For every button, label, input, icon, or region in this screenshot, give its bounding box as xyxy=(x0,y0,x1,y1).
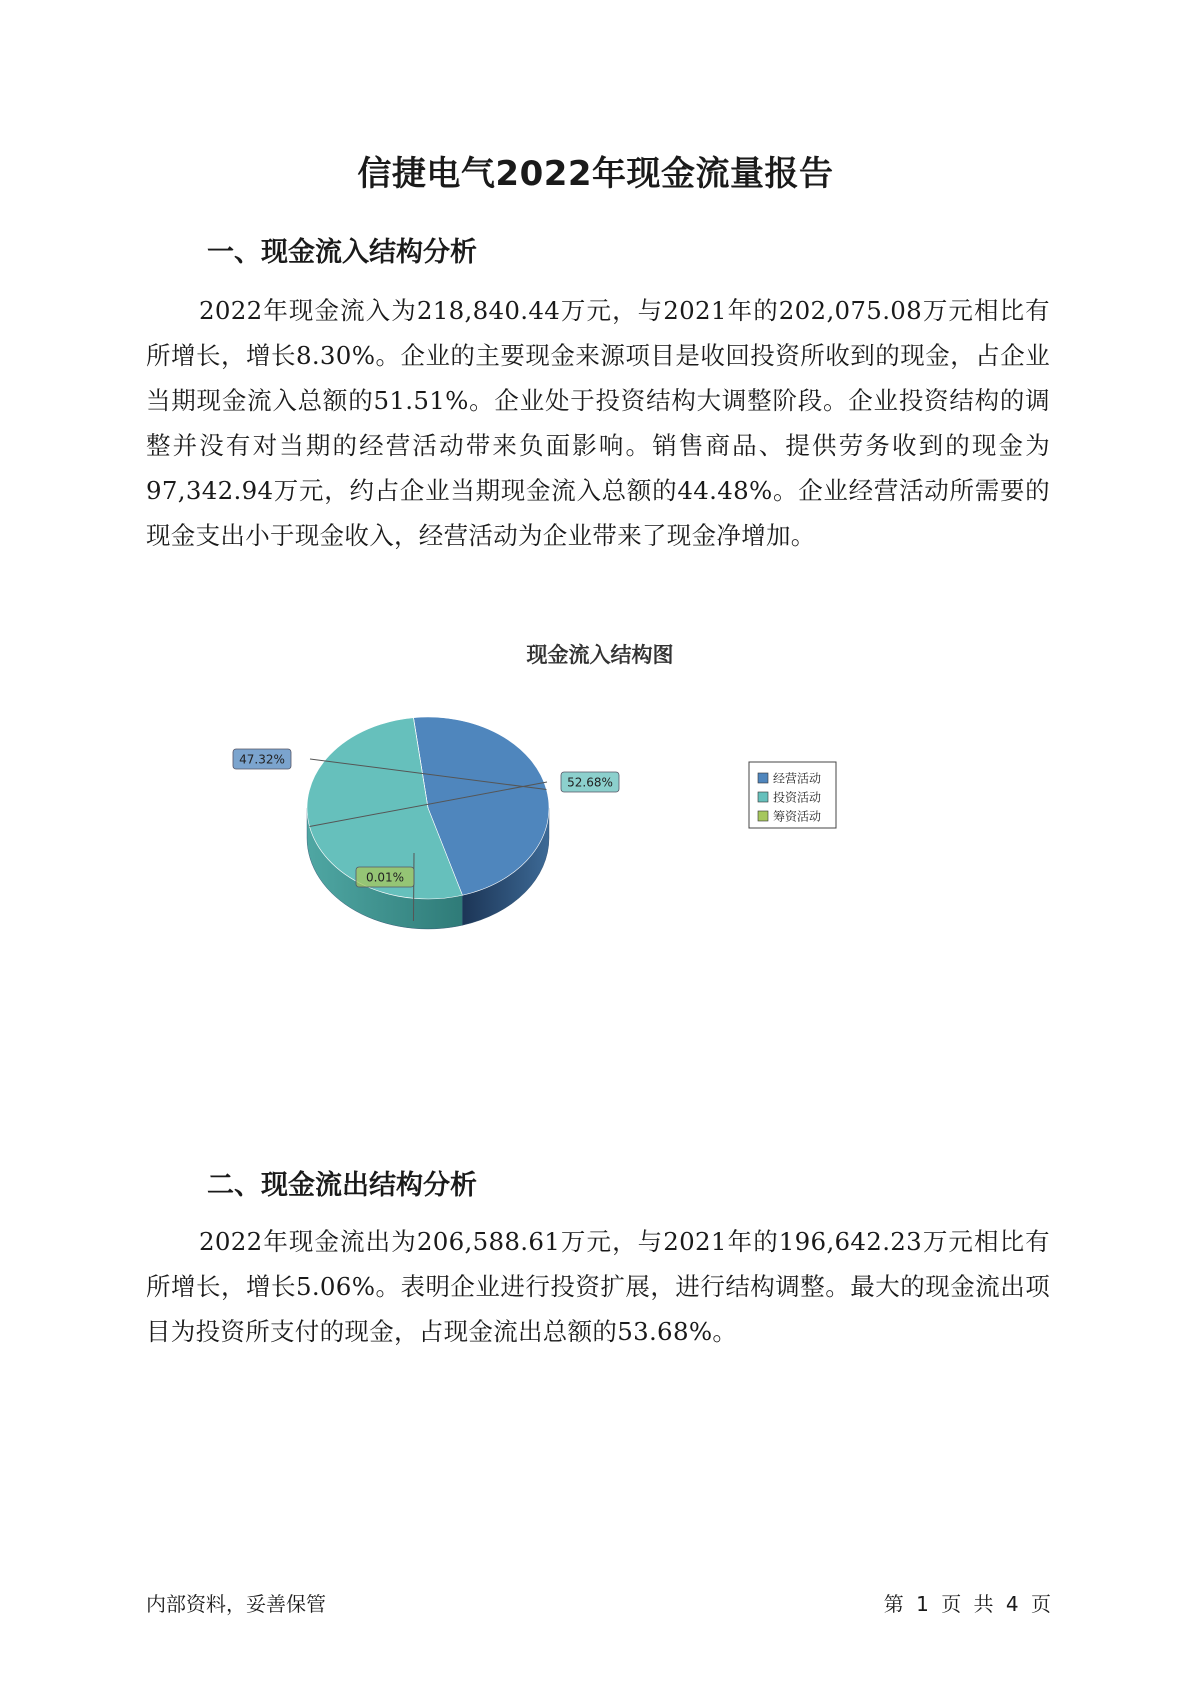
legend-swatch-投资活动 xyxy=(758,792,768,802)
legend-label-投资活动: 投资活动 xyxy=(773,790,822,805)
chart-title: 现金流入结构图 xyxy=(526,643,674,667)
section-2-paragraph: 2022年现金流出为206,588.61万元，与2021年的196,642.23万元相比有所增长，增长5.06%。表明企业进行投资扩展，进行结构调整。最大的现金流出项目为投资所支付的现金，占现金流出总额的53.68%。 xyxy=(146,1227,1050,1346)
section-1-heading: 一、现金流入结构分析 xyxy=(207,237,477,268)
footer-page-number: 第 1 页 共 4 页 xyxy=(883,1592,1051,1616)
legend-label-经营活动: 经营活动 xyxy=(773,771,822,786)
data-label-经营活动: 47.32% xyxy=(239,752,285,767)
section-2-heading: 二、现金流出结构分析 xyxy=(207,1170,477,1201)
report-title: 信捷电气2022年现金流量报告 xyxy=(357,154,834,194)
legend-swatch-经营活动 xyxy=(758,773,768,783)
section-1-paragraph: 2022年现金流入为218,840.44万元，与2021年的202,075.08万元相比有所增长，增长8.30%。企业的主要现金来源项目是收回投资所收到的现金，占企业当期现金流入总额的51.51%。企业处于投资结构大调整阶段。企业投资结构的调整并没有对当期的经营活动带来负面影响。销售商品、提供劳务收到的现金为97,342.94万元，约占企业当期现金流入总额的44.48%。企业经营活动所需要的现金支出小于现金收入，经营活动为企业带来了现金净增加。 xyxy=(146,296,1050,550)
legend-swatch-筹资活动 xyxy=(758,811,768,821)
data-label-筹资活动: 0.01% xyxy=(365,870,405,885)
cash-inflow-pie-chart xyxy=(0,630,1191,960)
label-leader-筹资活动 xyxy=(413,853,414,921)
legend-label-筹资活动: 筹资活动 xyxy=(773,809,822,824)
chart-legend xyxy=(749,762,836,828)
footer-confidential-note: 内部资料，妥善保管 xyxy=(146,1592,326,1616)
data-label-投资活动: 52.68% xyxy=(567,775,613,790)
